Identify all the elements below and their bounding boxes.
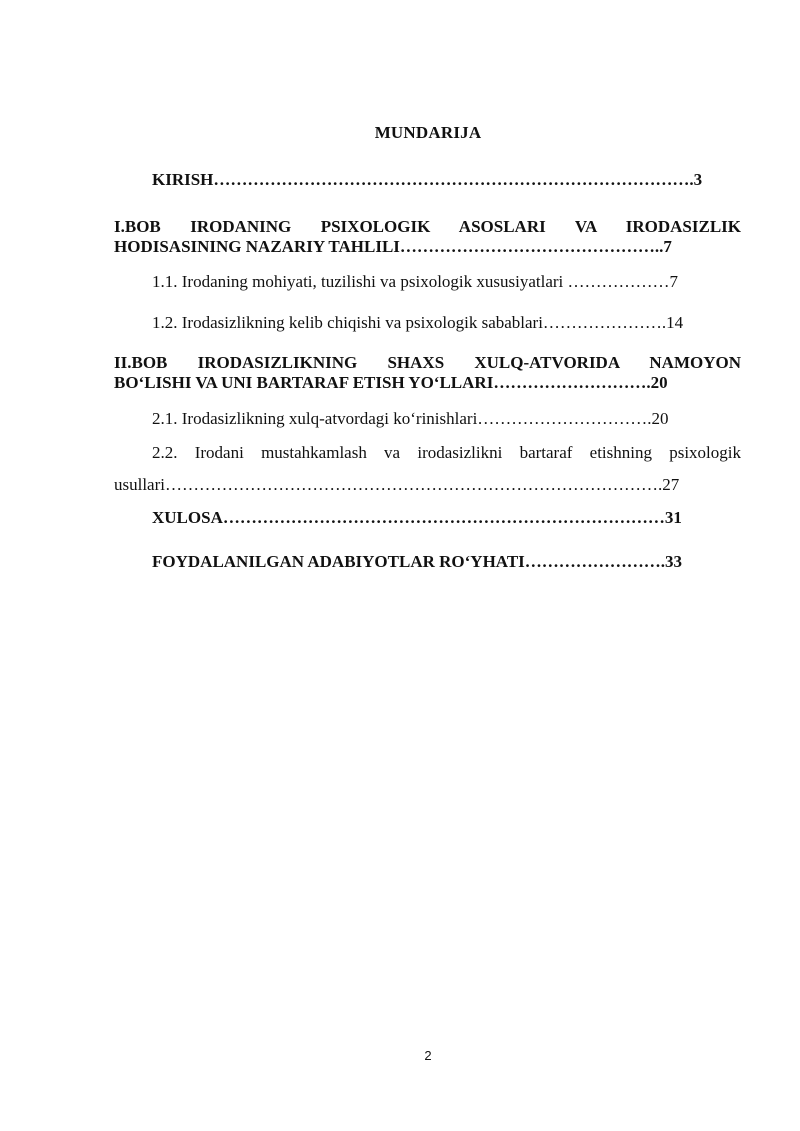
toc-entry-xulosa: XULOSA……………………………………………………………………31 [152, 508, 682, 527]
toc-entry-bob2-line1: II.BOB IRODASIZLIKNING SHAXS XULQ-ATVORIDA NAMOYON [114, 353, 741, 372]
toc-entry-2-1: 2.1. Irodasizlikning xulq-atvordagi ko‘rinishlari………………………….20 [152, 409, 669, 428]
toc-entry-kirish: KIRISH………………………………………………………………………….3 [152, 170, 703, 189]
toc-entry-2-2-line2: usullari…………………………………………………………………………….27 [114, 475, 680, 494]
toc-entry-1-2: 1.2. Irodasizlikning kelib chiqishi va psixologik sabablari………………….14 [152, 313, 684, 332]
toc-entry-bob1-line2: HODISASINING NAZARIY TAHLILI………………………………………..7 [114, 237, 672, 256]
toc-title: MUNDARIJA [374, 123, 482, 142]
toc-entry-bob1-line1: I.BOB IRODANING PSIXOLOGIK ASOSLARI VA IRODASIZLIK [114, 217, 741, 236]
page-number: 2 [424, 1048, 432, 1063]
toc-entry-2-2-line1: 2.2. Irodani mustahkamlash va irodasizlikni bartaraf etishning psixologik [152, 443, 741, 462]
toc-entry-1-1: 1.1. Irodaning mohiyati, tuzilishi va psixologik xususiyatlari ………………7 [152, 272, 679, 291]
toc-entry-bob2-line2: BO‘LISHI VA UNI BARTARAF ETISH YO‘LLARI……………………….20 [114, 373, 668, 392]
toc-entry-adabiyotlar: FOYDALANILGAN ADABIYOTLAR RO‘YHATI…………………….33 [152, 552, 683, 571]
